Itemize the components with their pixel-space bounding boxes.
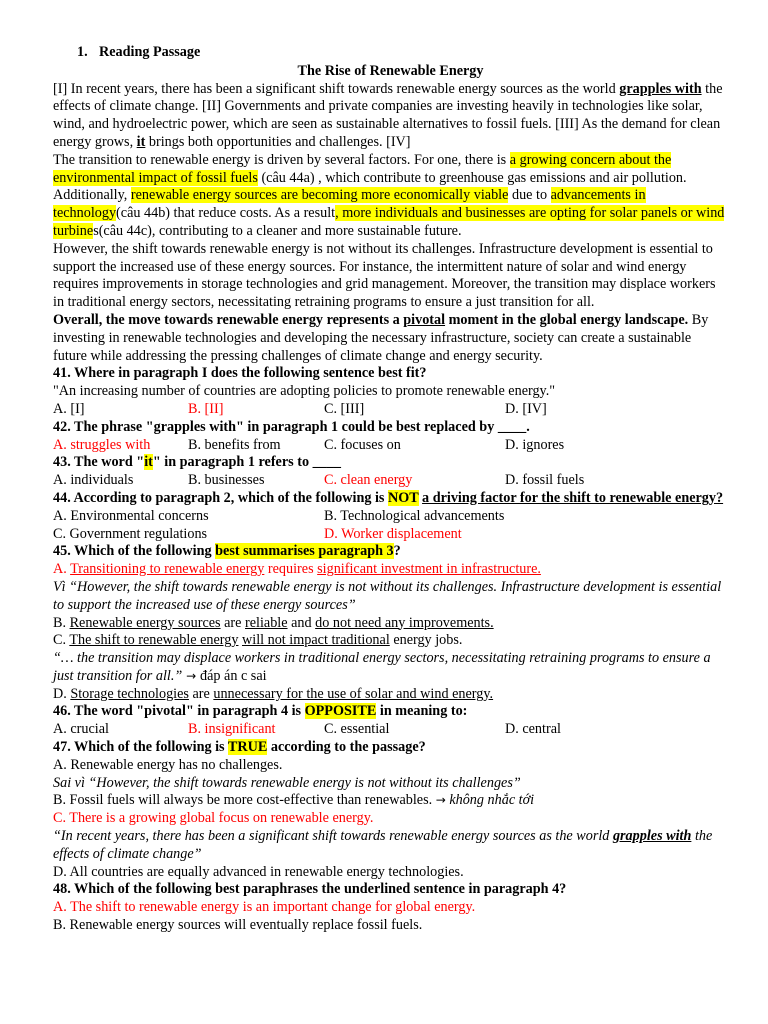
p1-it: it [136, 133, 146, 150]
section-number: 1. [77, 44, 88, 60]
q45-c-underlined: The shift to renewable energy [69, 632, 239, 649]
q45-a-text: A. [53, 561, 71, 578]
q46-option-b: B. insignificant [188, 721, 276, 738]
q47-text: according to the passage? [267, 739, 426, 756]
question-48: 48. Which of the following best paraphrases the underlined sentence in paragraph 4? [53, 881, 567, 898]
question-41: 41. Where in paragraph I does the following sentence best fit? [53, 365, 427, 382]
q46-highlight: OPPOSITE [304, 703, 377, 720]
q46-text: 46. The word "pivotal" in paragraph 4 is [53, 703, 305, 720]
q47-option-d: D. All countries are equally advanced in renewable energy technologies. [53, 863, 464, 880]
q47-option-c: C. There is a growing global focus on renewable energy. [53, 810, 374, 827]
q45-b-text: are [220, 614, 245, 631]
q45-d-text: are [188, 685, 214, 702]
q45-note-c [53, 650, 728, 686]
q45-note-c-verdict: đáp án c sai [199, 667, 267, 684]
q42-option-d: D. ignores [505, 436, 565, 453]
q45-option-d [53, 686, 728, 704]
q48-option-b: B. Renewable energy sources will eventually replace fossil fuels. [53, 917, 423, 934]
q42-option-b: B. benefits from [188, 436, 281, 453]
q43-option-a: A. individuals [53, 472, 134, 489]
arrow-right-icon: → [435, 793, 446, 808]
q45-highlight: best summarises paragraph 3 [215, 543, 394, 560]
question-46 [53, 703, 728, 721]
q43-highlight: it [144, 454, 153, 471]
q44-highlight: NOT [388, 489, 419, 506]
section-heading [53, 44, 728, 62]
p2-text: due to [508, 187, 551, 204]
q44-option-c: C. Government regulations [53, 525, 208, 542]
q43-text: 43. The word " [53, 454, 145, 471]
q46-option-a: A. crucial [53, 721, 109, 738]
q45-option-a [53, 561, 728, 579]
question-42: 42. The phrase "grapples with" in paragraph 1 could be best replaced by ____. [53, 418, 530, 435]
q45-d-underlined: unnecessary for the use of solar and wind energy. [213, 685, 494, 702]
p2-highlight: renewable energy sources are becoming more economically viable [130, 187, 509, 204]
q45-b-underlined: do not need any improvements. [315, 614, 494, 631]
paragraph-4 [53, 312, 728, 365]
q47-b-text: B. Fossil fuels will always be more cost-effective than renewables. [53, 792, 436, 809]
q43-option-c: C. clean energy [324, 472, 413, 489]
q44-options-row1 [53, 508, 728, 526]
q47-note-c [53, 828, 728, 864]
q45-d-text: D. [53, 685, 71, 702]
p2-text: (câu 44b) that reduce costs. As a result [116, 205, 336, 222]
q48-option-a: A. The shift to renewable energy is an important change for global energy. [53, 899, 476, 916]
p2-highlight: , more individuals and businesses are opting for solar panels or wind turbine [53, 205, 725, 239]
question-47 [53, 739, 728, 757]
p2-highlight: a growing concern about the environmental impact of fossil fuels [53, 151, 672, 186]
p4-text: By investing in renewable technologies and developing the necessary infrastructure, society can create a sustainable future while addressing the pressing challenges of climate change and energy security. [53, 311, 709, 364]
paragraph-1 [53, 81, 728, 152]
q47-option-b [53, 792, 728, 810]
q47-note-c-grapples: grapples with [612, 828, 692, 845]
q45-b-text: B. [53, 614, 70, 631]
q45-option-c [53, 632, 728, 650]
q45-b-underlined: reliable [245, 614, 288, 631]
p1-text: brings both opportunities and challenges. [IV] [145, 133, 411, 150]
q41-sentence: "An increasing number of countries are adopting policies to promote renewable energy." [53, 383, 556, 400]
q47-highlight: TRUE [227, 739, 268, 756]
q45-option-b [53, 615, 728, 633]
p2-text: s(câu 44c), contributing to a cleaner and more sustainable future. [93, 222, 462, 239]
q42-options [53, 437, 728, 455]
q42-option-a: A. struggles with [53, 436, 151, 453]
q44-option-b: B. Technological advancements [324, 507, 505, 524]
q45-b-underlined: Renewable energy sources [69, 614, 221, 631]
q45-a-underlined: significant investment in infrastructure. [317, 561, 541, 578]
q46-options [53, 721, 728, 739]
q41-option-c: C. [III] [324, 400, 365, 417]
p2-text: (câu 44a) , which contribute to greenhouse gas emissions and air pollution. Additionally, [53, 169, 687, 204]
paragraph-3: However, the shift towards renewable energy is not without its challenges. Infrastructure development is essential to support the increased use of these energy sources. For instance, the intermittent nature of solar and wind energy requires improvements in storage technologies and grid management. Moreover, the transition may displace workers in traditional energy sectors, necessitating retraining programs to ensure a just transition for all. [53, 240, 716, 311]
q45-note-c-quote: “… the transition may displace workers in traditional energy sectors, necessitating retraining programs to ensure a just transition for all.” [53, 650, 711, 684]
arrow-right-icon: → [182, 668, 200, 683]
q47-b-note: không nhắc tới [445, 792, 535, 809]
q45-a-text: requires [264, 561, 318, 578]
p2-highlight: advancements in technology [53, 187, 646, 222]
q43-option-d: D. fossil fuels [505, 472, 585, 489]
q47-option-a: A. Renewable energy has no challenges. [53, 756, 283, 773]
q41-option-d: D. [IV] [505, 400, 547, 417]
q41-option-b: B. [II] [188, 400, 224, 417]
passage-title: The Rise of Renewable Energy [297, 62, 484, 79]
q44-option-d: D. Worker displacement [324, 525, 462, 542]
q46-text: in meaning to: [376, 703, 468, 720]
q46-option-c: C. essential [324, 721, 390, 738]
q45-c-underlined: will not impact traditional [242, 632, 390, 649]
q45-text: 45. Which of the following [53, 543, 216, 560]
p4-text: Overall, the move towards renewable energy represents a [53, 311, 404, 328]
question-43 [53, 454, 728, 472]
p4-text: moment in the global energy landscape. [445, 311, 689, 328]
section-heading-text: Reading Passage [99, 44, 201, 60]
q42-option-c: C. focuses on [324, 436, 401, 453]
q44-text: 44. According to paragraph 2, which of the following is [53, 489, 388, 506]
q44-options-row2 [53, 526, 728, 544]
q44-option-a: A. Environmental concerns [53, 507, 209, 524]
q45-b-text: and [287, 614, 316, 631]
q45-note-a: Vì “However, the shift towards renewable energy is not without its challenges. Infrastructure development is essential to support the increased use of these energy sources” [53, 578, 722, 613]
q43-option-b: B. businesses [188, 472, 265, 489]
q45-c-text: energy jobs. [389, 632, 463, 649]
q46-option-d: D. central [505, 721, 561, 738]
q47-text: 47. Which of the following is [53, 739, 228, 756]
question-45 [53, 543, 728, 561]
paragraph-2 [53, 152, 728, 241]
q45-text: ? [393, 543, 401, 560]
q45-c-text: C. [53, 632, 70, 649]
q43-options [53, 472, 728, 490]
q41-option-a: A. [I] [53, 400, 85, 417]
q41-options [53, 401, 728, 419]
q43-text: " in paragraph 1 refers to ____ [152, 454, 341, 471]
q45-d-underlined: Storage technologies [70, 685, 189, 702]
p1-grapples-with: grapples with [619, 80, 702, 97]
q45-a-underlined: Transitioning to renewable energy [70, 561, 265, 578]
q47-note-c-text: “In recent years, there has been a significant shift towards renewable energy sources as the world [53, 828, 613, 845]
q47-note-a: Sai vì “However, the shift towards renewable energy is not without its challenges” [53, 774, 521, 791]
question-44 [53, 490, 728, 508]
q44-underlined: a driving factor for the shift to renewable energy? [422, 489, 724, 506]
p1-text: [I] In recent years, there has been a significant shift towards renewable energy sources as the world [53, 80, 620, 97]
p4-pivotal: pivotal [403, 311, 446, 328]
q47-note-c-text: the effects of climate change” [53, 828, 713, 862]
p2-text: The transition to renewable energy is driven by several factors. For one, there is [53, 151, 510, 168]
p1-text: the effects of climate change. [II] Governments and private companies are investing heavily in technologies like solar, wind, and hydroelectric power, which are seen as sustainable alternatives to fossil fuels. [III] As the demand for clean energy grows, [53, 80, 723, 150]
